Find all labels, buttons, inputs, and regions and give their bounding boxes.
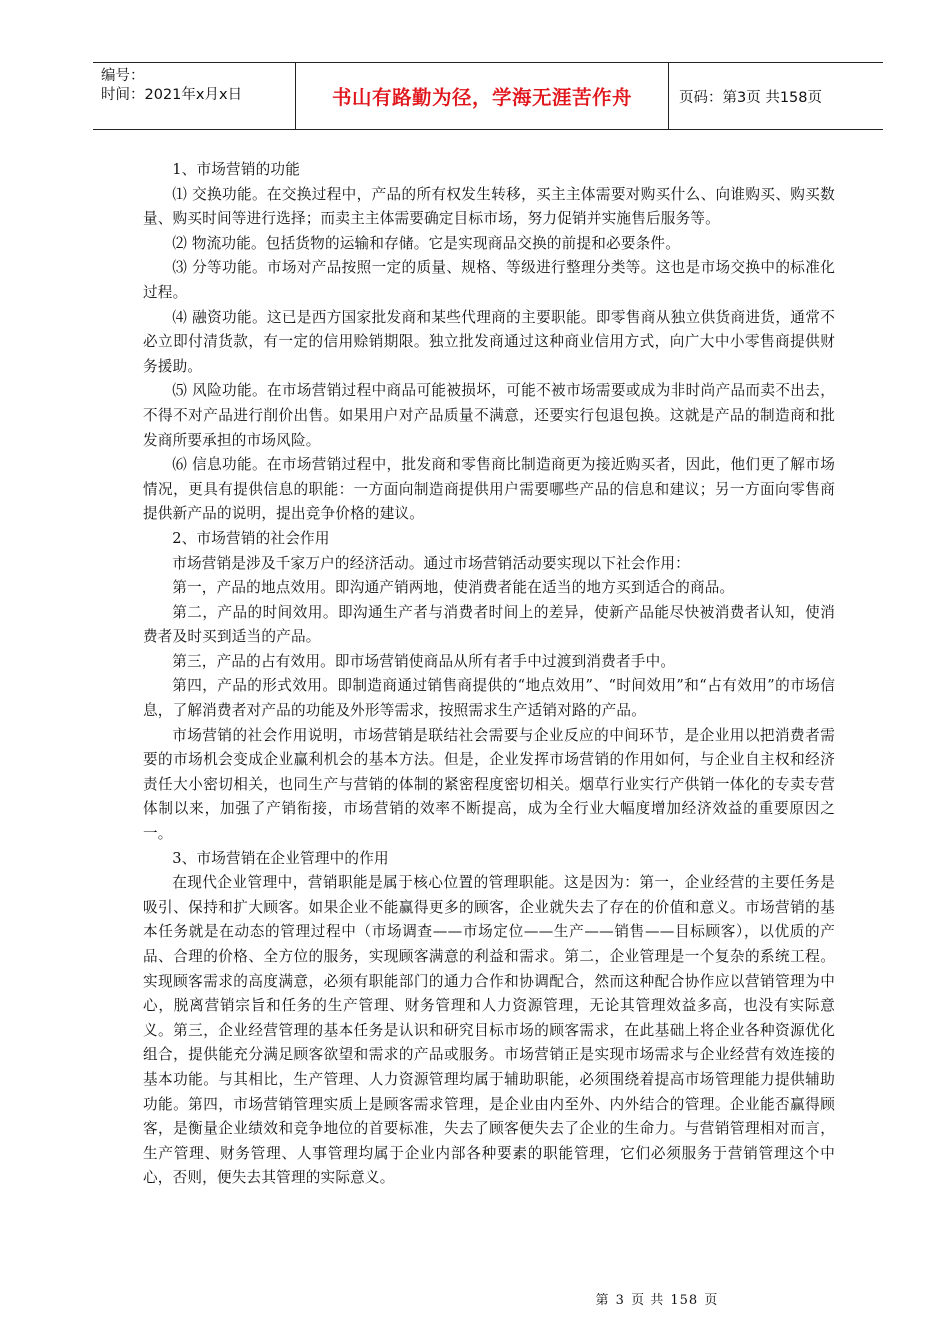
document-body (143, 158, 835, 1191)
paragraph: ⑹ 信息功能。在市场营销过程中，批发商和零售商比制造商更为接近购买者，因此，他们更了解市场情况，更具有提供信息的职能：一方面向制造商提供用户需要哪些产品的信息和建议；另一方面向零售商提供新产品的说明，提出竞争价格的建议。 (143, 456, 835, 523)
paragraph: 市场营销是涉及千家万户的经济活动。通过市场营销活动要实现以下社会作用： (172, 554, 690, 572)
paragraph: ⑶ 分等功能。市场对产品按照一定的质量、规格、等级进行整理分类等。这也是市场交换中的标准化过程。 (143, 259, 835, 301)
header-page-info: 页码：第3页 共158页 (679, 89, 823, 106)
footer-total-pages: 158 (670, 1293, 699, 1308)
paragraph: ⑸ 风险功能。在市场营销过程中商品可能被损坏，可能不被市场需要或成为非时尚产品而卖不出去，不得不对产品进行削价出售。如果用户对产品质量不满意，还要实行包退包换。这就是产品的制造商和批发商所要承担的市场风险。 (143, 382, 835, 449)
section-heading: 2、市场营销的社会作用 (172, 529, 330, 547)
footer-mid: 页 共 (631, 1293, 665, 1308)
paragraph: ⑴ 交换功能。在交换过程中，产品的所有权发生转移，买主主体需要对购买什么、向谁购买、购买数量、购买时间等进行选择；而卖主主体需要确定目标市场，努力促销并实施售后服务等。 (143, 185, 835, 228)
paragraph: 第二，产品的时间效用。即沟通生产者与消费者时间上的差异，使新产品能尽快被消费者认知，使消费者及时买到适当的产品。 (143, 603, 835, 646)
paragraph: 市场营销的社会作用说明，市场营销是联结社会需要与企业反应的中间环节，是企业用以把消费者需要的市场机会变成企业赢利机会的基本方法。但是，企业发挥市场营销的作用如何，与企业自主权和经济责任大小密切相关，也同生产与营销的体制的紧密程度密切相关。烟草行业实行产供销一体化的专卖专营体制以来，加强了产销衔接，市场营销的效率不断提高，成为全行业大幅度增加经济效益的重要原因之一。 (143, 726, 835, 843)
paragraph: ⑵ 物流功能。包括货物的运输和存储。它是实现商品交换的前提和必要条件。 (172, 234, 681, 252)
paragraph: 第四，产品的形式效用。即制造商通过销售商提供的“地点效用”、“时间效用”和“占有效用”的市场信息，了解消费者对产品的功能及外形等需求，按照需求生产适销对路的产品。 (143, 677, 835, 720)
paragraph: ⑷ 融资功能。这已是西方国家批发商和某些代理商的主要职能。即零售商从独立供货商进货，通常不必立即付清货款，有一定的信用赊销期限。独立批发商通过这种商业信用方式，向广大中小零售商提供财务援助。 (143, 308, 835, 375)
document-time-label: 时间：2021年x月x日 (101, 87, 243, 103)
header-meta (93, 63, 295, 129)
header-motto: 书山有路勤为径，学海无涯苦作舟 (295, 63, 669, 129)
section-heading: 1、市场营销的功能 (172, 161, 301, 178)
section-heading: 3、市场营销在企业管理中的作用 (172, 849, 389, 867)
page-footer (595, 1289, 719, 1308)
page-header (93, 62, 883, 130)
paragraph: 在现代企业管理中，营销职能是属于核心位置的管理职能。这是因为：第一，企业经营的主要任务是吸引、保持和扩大顾客。如果企业不能赢得更多的顾客，企业就失去了存在的价值和意义。市场营销的基本任务就是在动态的管理过程中（市场调查——市场定位——生产——销售——目标顾客），以优质的产品、合理的价格、全方位的服务，实现顾客满意的利益和需求。第二，企业管理是一个复杂的系统工程。实现顾客需求的高度满意，必须有职能部门的通力合作和协调配合，然而这种配合协作应以营销管理为中心，脱离营销宗旨和任务的生产管理、财务管理和人力资源管理，无论其管理效益多高，也没有实际意义。第三，企业经营管理的基本任务是认识和研究目标市场的顾客需求，在此基础上将企业各种资源优化组合，提供能充分满足顾客欲望和需求的产品或服务。市场营销正是实现市场需求与企业经营有效连接的基本功能。与其相比，生产管理、人力资源管理均属于辅助职能，必须围绕着提高市场管理能力提供辅助功能。第四，市场营销管理实质上是顾客需求管理，是企业由内至外、内外结合的管理。企业能否赢得顾客，是衡量企业绩效和竞争地位的首要标准，失去了顾客便失去了企业的生命力。与营销管理相对而言，生产管理、财务管理、人事管理均属于企业内部各种要素的职能管理，它们必须服务于营销管理这个中心，否则，便失去其管理的实际意义。 (143, 874, 835, 1187)
document-number-label: 编号： (101, 68, 145, 84)
footer-prefix: 第 (595, 1293, 610, 1308)
paragraph: 第三，产品的占有效用。即市场营销使商品从所有者手中过渡到消费者手中。 (172, 652, 676, 670)
paragraph: 第一，产品的地点效用。即沟通产销两地，使消费者能在适当的地方买到适合的商品。 (172, 579, 735, 597)
footer-suffix: 页 (704, 1293, 719, 1308)
footer-page-number: 3 (615, 1293, 625, 1308)
